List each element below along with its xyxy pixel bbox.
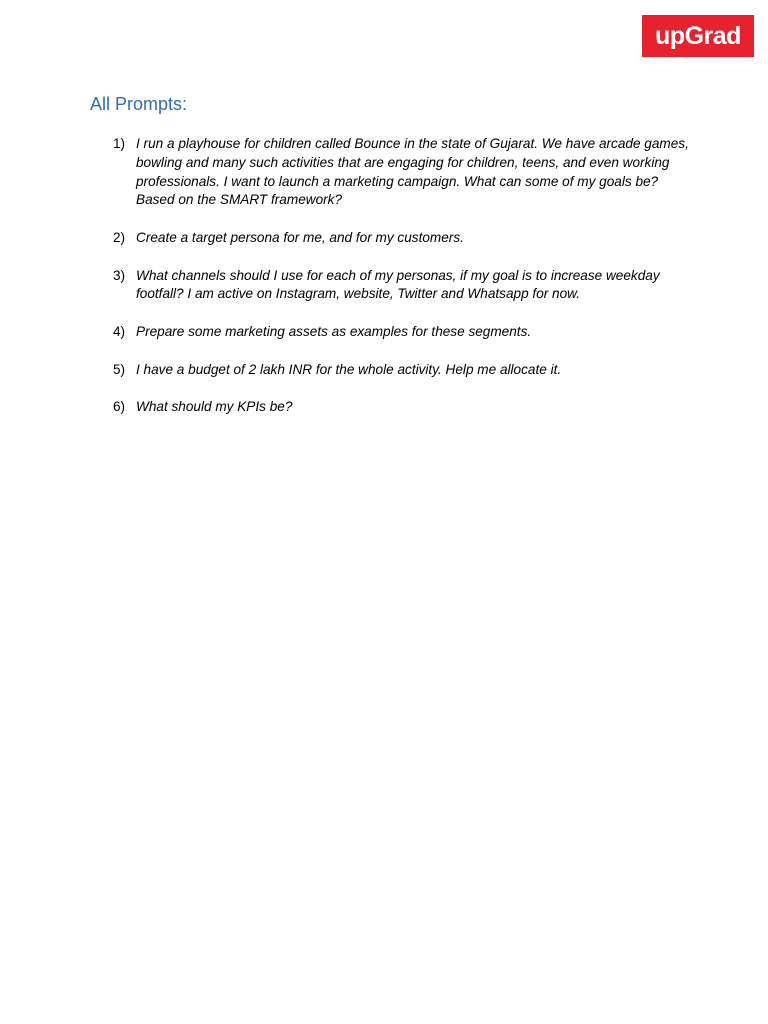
- prompt-number: 3): [113, 267, 126, 283]
- prompt-item: [113, 229, 693, 248]
- prompt-text: I run a playhouse for children called Bounce in the state of Gujarat. We have arcade games, bowling and many such activities that are engaging for children, teens, and even working professionals. I want to launch a marketing campaign. What can some of my goals be? Based on the SMART framework?: [136, 136, 689, 208]
- prompt-item: [113, 135, 693, 210]
- prompt-number: 5): [113, 361, 126, 377]
- prompt-number: 4): [113, 323, 126, 339]
- prompt-text: What channels should I use for each of my personas, if my goal is to increase weekday footfall? I am active on Instagram, website, Twitter and Whatsapp for now.: [136, 267, 660, 302]
- prompt-text: Create a target persona for me, and for my customers.: [136, 229, 464, 245]
- page-heading: All Prompts:: [90, 94, 188, 114]
- prompt-number: 2): [113, 229, 126, 245]
- prompt-number: 1): [113, 136, 126, 151]
- prompt-number: 6): [113, 399, 126, 415]
- prompt-item: [113, 267, 693, 305]
- prompt-item: [113, 323, 693, 342]
- prompt-item: [113, 361, 693, 380]
- prompt-text: What should my KPIs be?: [136, 399, 293, 415]
- prompt-item: [113, 398, 693, 417]
- logo-text: upGrad: [655, 21, 741, 50]
- prompt-text: I have a budget of 2 lakh INR for the whole activity. Help me allocate it.: [136, 361, 562, 377]
- prompt-text: Prepare some marketing assets as examples for these segments.: [136, 323, 532, 339]
- prompt-list: [113, 135, 693, 436]
- upgrad-logo: [642, 15, 754, 57]
